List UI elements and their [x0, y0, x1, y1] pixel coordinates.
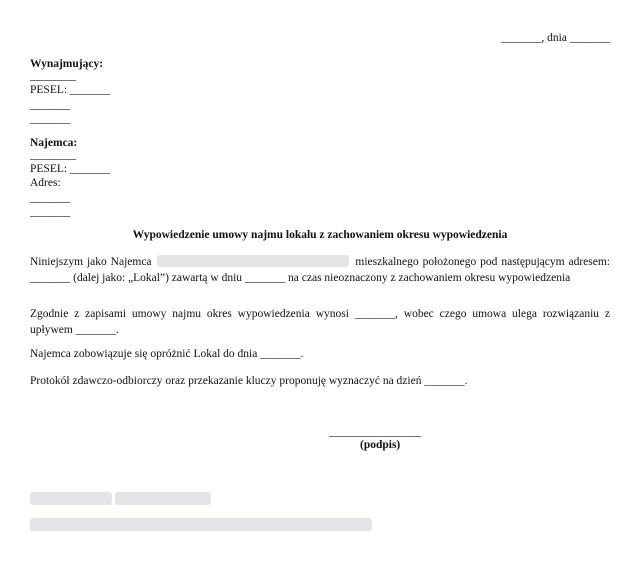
- redacted-name: [157, 255, 349, 267]
- landlord-name-line: ________: [30, 70, 76, 82]
- tenant-line-1: _______: [30, 192, 71, 204]
- redacted-footer-2: [30, 518, 372, 531]
- landlord-heading: Wynajmujący:: [30, 58, 104, 70]
- redacted-footer-1a: [30, 492, 112, 505]
- tenant-pesel: PESEL: _______: [30, 163, 111, 175]
- paragraph-3: Najemca zobowiązuje się opróżnić Lokal do dnia _______.: [30, 348, 304, 360]
- paragraph-1-rest: mieszkalnego położonego pod następującym adresem: _______ (dalej jako: „Lokal”) zawartą w dniu _______ na czas nieoznaczony z zachowaniem okresu wypowiedzenia: [30, 256, 611, 284]
- tenant-line-2: _______: [30, 206, 71, 218]
- landlord-line-2: _______: [30, 113, 71, 125]
- paragraph-1: [30, 254, 610, 286]
- tenant-heading: Najemca:: [30, 137, 78, 149]
- signature-line: ________________: [329, 426, 421, 438]
- paragraph-4: Protokół zdawczo-odbiorczy oraz przekazanie kluczy proponuję wyznaczyć na dzień _______.: [30, 375, 468, 387]
- landlord-line-1: _______: [30, 99, 71, 111]
- document-title: Wypowiedzenie umowy najmu lokalu z zachowaniem okresu wypowiedzenia: [132, 229, 508, 241]
- paragraph-2: Zgodnie z zapisami umowy najmu okres wypowiedzenia wynosi _______, wobec czego umowa ulega rozwiązaniu z upływem _______.: [30, 308, 610, 336]
- tenant-address-label: Adres:: [30, 177, 61, 189]
- paragraph-1-start: Niniejszym jako Najemca: [30, 256, 152, 268]
- place-date: _______, dnia _______: [501, 32, 610, 44]
- tenant-name-line: ________: [30, 149, 76, 161]
- signature-label: (podpis): [360, 439, 401, 451]
- redacted-footer-1b: [115, 492, 211, 505]
- landlord-pesel: PESEL: _______: [30, 84, 111, 96]
